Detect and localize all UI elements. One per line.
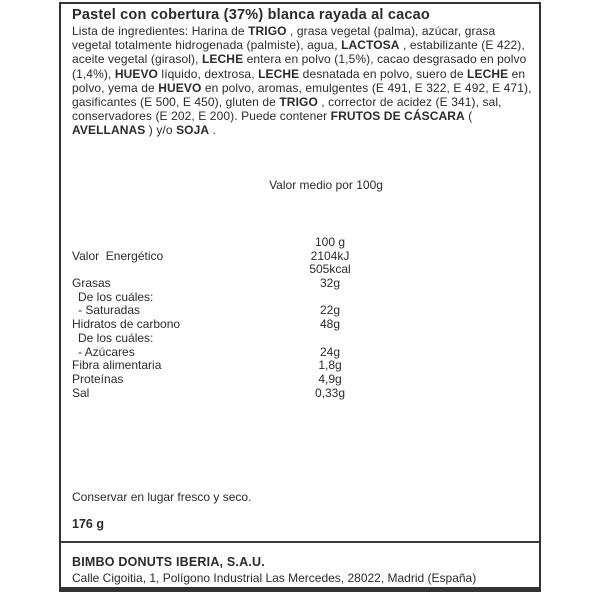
nutrition-row (61, 387, 539, 401)
product-label (59, 2, 541, 592)
ingredient-text: líquido, dextrosa, (158, 66, 259, 81)
ingredient-allergen: TRIGO (248, 24, 287, 38)
nutrient-value: 4,9g (318, 371, 342, 386)
nutrient-value: 48g (319, 317, 341, 332)
nutrient-value: 100 g (314, 235, 346, 249)
nutrition-column-header (61, 236, 539, 250)
nutrient-label: Proteínas (72, 371, 124, 386)
net-weight: 176 g (72, 517, 104, 531)
nutrition-row (61, 277, 539, 291)
nutrient-label: - Azúcares (78, 344, 135, 359)
ingredient-text: desnatada en polvo, suero de (299, 66, 468, 81)
nutrient-value: 22g (319, 303, 341, 318)
nutrient-value: 32g (319, 276, 341, 291)
ingredient-text: ( (464, 109, 473, 124)
nutrient-value: 505kcal (309, 262, 351, 277)
ingredient-allergen: LECHE (258, 66, 300, 81)
nutrient-label: - Saturadas (78, 303, 141, 318)
nutrient-label: Fibra alimentaria (72, 358, 162, 373)
nutrition-row (61, 263, 539, 277)
ingredient-allergen: AVELLANAS (72, 123, 146, 138)
ingredient-text: , grasa vegetal (palma), azúcar, grasa vegetal totalmente hidrogenada (palmiste), agua, (72, 24, 496, 53)
nutrition-row (61, 359, 539, 373)
ingredient-allergen: LECHE (467, 66, 509, 81)
nutrient-label: Sal (72, 385, 90, 400)
ingredient-text: , estabilizante (E 422), aceite vegetal (girasol), (72, 38, 525, 67)
ingredient-text: , corrector de acidez (E 341), sal, conservadores (E 202, E 200). Puede contener (72, 95, 502, 124)
ingredient-allergen: LACTOSA (341, 38, 400, 53)
ingredient-text: . (209, 123, 217, 138)
ingredient-allergen: HUEVO (114, 66, 158, 81)
ingredient-text: ) y/o (145, 123, 177, 138)
nutrition-row (61, 291, 539, 305)
ingredient-allergen: FRUTOS DE CÁSCARA (330, 109, 465, 124)
nutrient-label: Hidratos de carbono (72, 317, 181, 332)
ingredient-allergen: LECHE (202, 52, 244, 67)
nutrition-row (61, 304, 539, 318)
company-address: Calle Cigoitia, 1, Polígono Industrial Las Mercedes, 28022, Madrid (España) (72, 571, 477, 585)
nutrition-row (61, 346, 539, 360)
nutrient-label: Grasas (72, 276, 111, 291)
ingredient-allergen: TRIGO (279, 95, 318, 110)
ingredients-text (72, 24, 536, 138)
ingredient-text: en polvo, yema de (72, 66, 526, 95)
nutrient-label: Valor Energético (72, 248, 164, 263)
nutrient-label: De los cuáles: (78, 330, 154, 345)
nutrition-table (61, 236, 539, 400)
nutrient-value: 1,8g (318, 358, 342, 373)
ingredient-allergen: SOJA (176, 123, 210, 138)
ingredient-allergen: HUEVO (158, 80, 202, 95)
footer-divider (61, 541, 539, 543)
company-name: BIMBO DONUTS IBERIA, S.A.U. (72, 555, 265, 569)
nutrient-value: 0,33g (314, 385, 346, 400)
product-title: Pastel con cobertura (37%) blanca rayada al cacao (72, 7, 430, 23)
nutrition-row (61, 318, 539, 332)
ingredient-text: entera en polvo (1,5%), cacao desgrasado en polvo (1,4%), (72, 52, 527, 81)
nutrition-row (61, 373, 539, 387)
ingredient-text: en polvo, aromas, emulgentes (E 491, E 322, E 492, E 471), gasificantes (E 500, E 450), gluten de (72, 80, 532, 110)
nutrient-value: 2104kJ (310, 248, 350, 263)
nutrition-row (61, 332, 539, 346)
nutrition-row (61, 250, 539, 264)
storage-note: Conservar en lugar fresco y seco. (72, 490, 252, 504)
nutrient-value: 24g (319, 344, 341, 359)
nutrition-header: Valor medio por 100g (269, 178, 383, 192)
ingredient-text: Lista de ingredientes: Harina de (72, 24, 249, 38)
nutrient-label: De los cuáles: (78, 289, 154, 304)
